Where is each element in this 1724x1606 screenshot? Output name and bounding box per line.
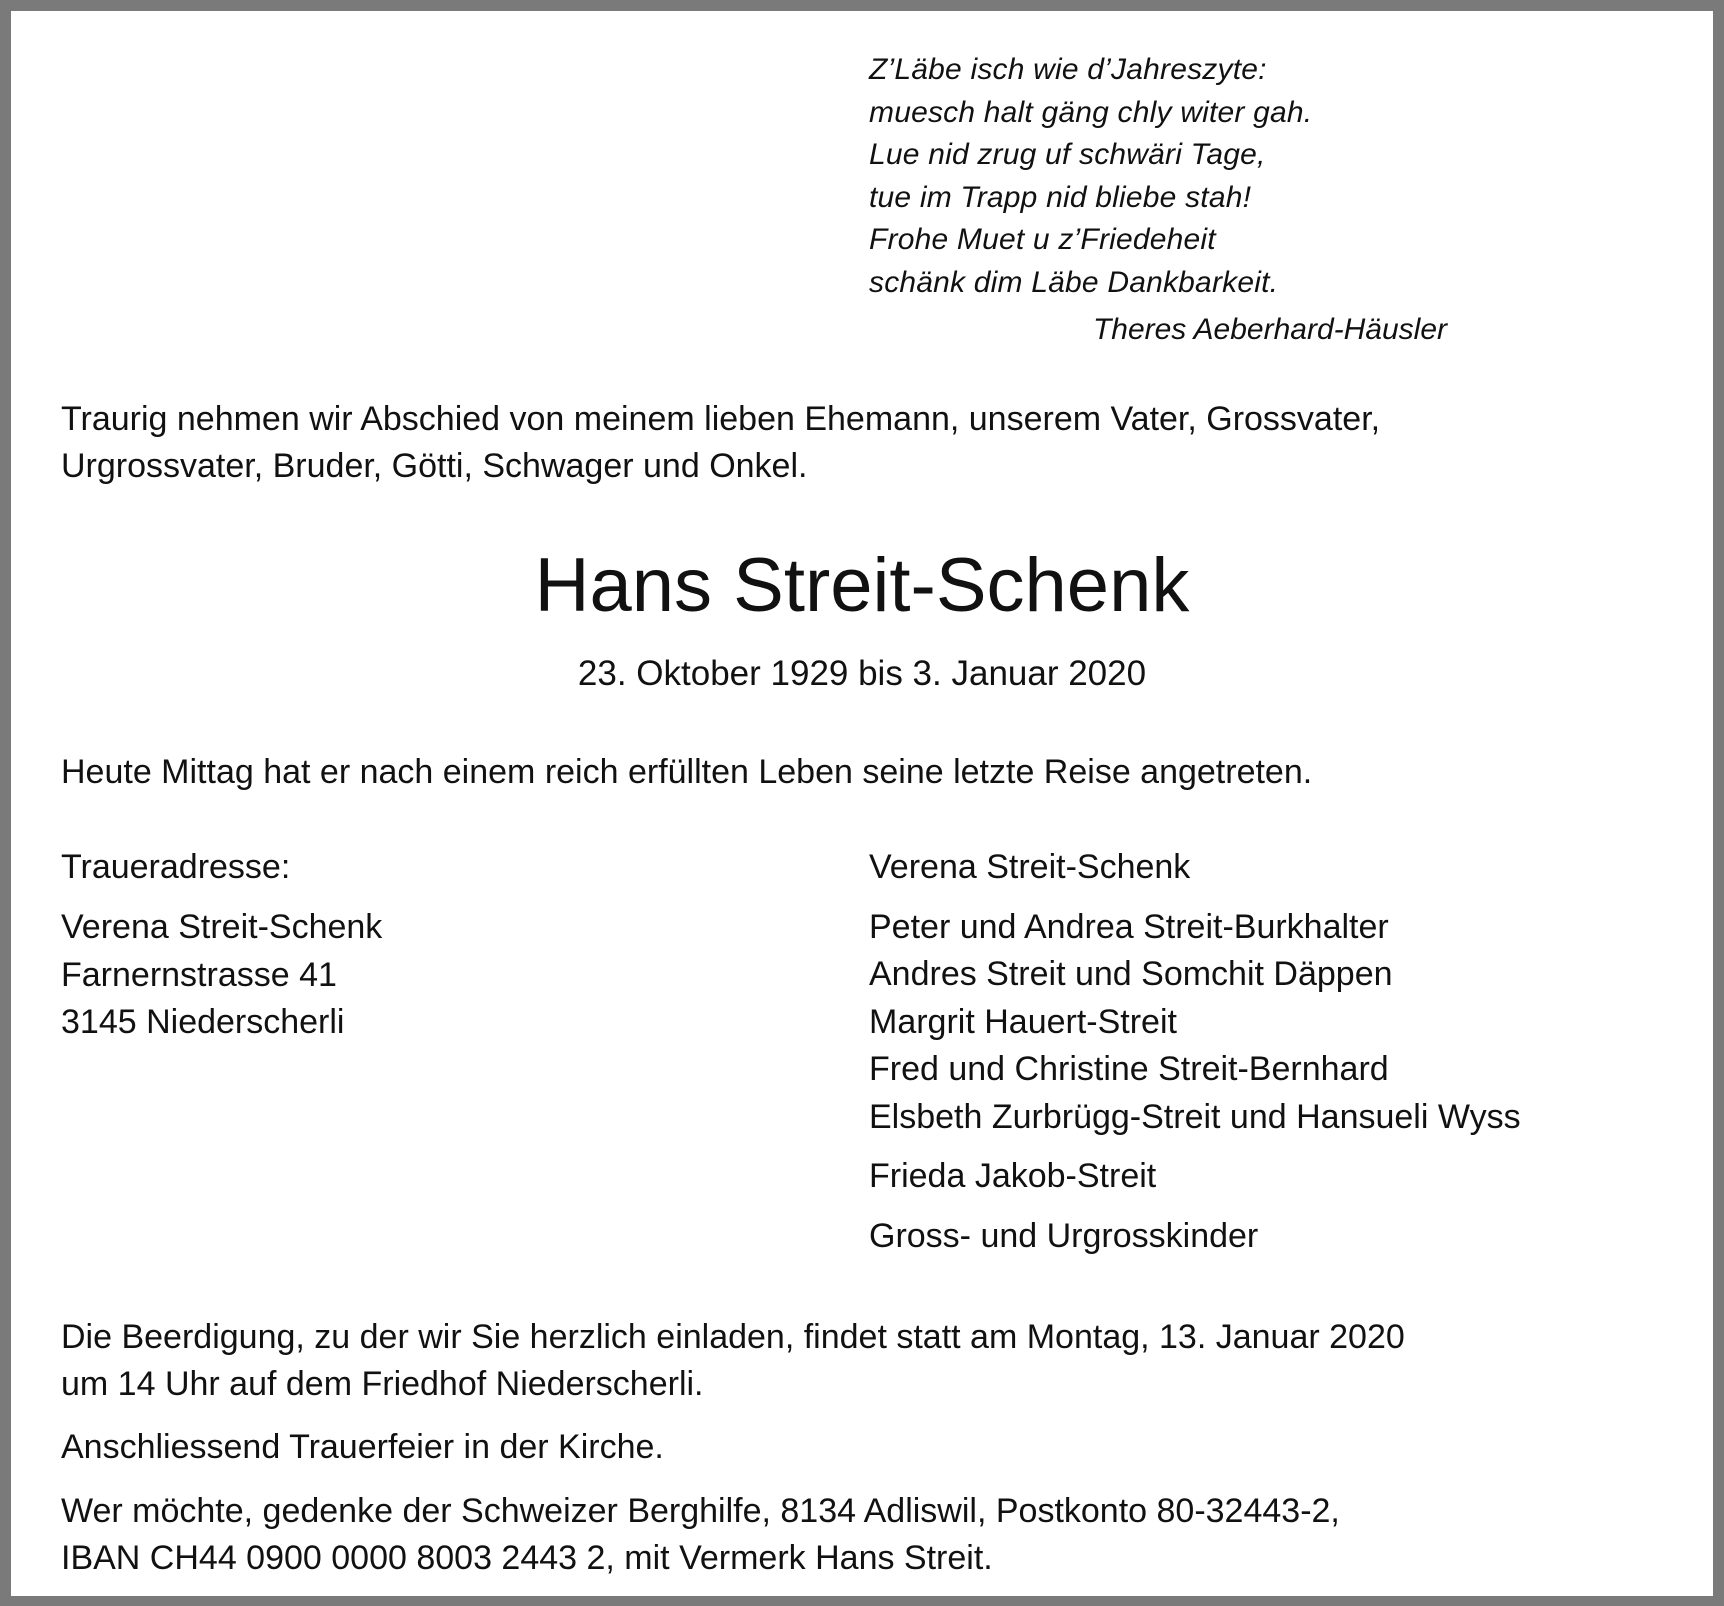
life-dates: 23. Oktober 1929 bis 3. Januar 2020 [577,654,1147,693]
poem-author: Theres Aeberhard-Häusler [1092,313,1447,346]
today-text: Heute Mittag hat er nach einem reich erfüllten Leben seine letzte Reise angetreten. [61,753,1313,791]
mourner-family: Peter und Andrea Streit-Burkhalter [869,907,1389,946]
intro-line: Traurig nehmen wir Abschied von meinem lieben Ehemann, unserem Vater, Grossvater, [61,400,1381,438]
funeral-line: um 14 Uhr auf dem Friedhof Niederscherli. [61,1365,704,1403]
mourner-family: Margrit Hauert-Streit [869,1002,1177,1041]
mourner-grandchildren: Gross- und Urgrosskinder [869,1216,1259,1255]
funeral-line: Die Beerdigung, zu der wir Sie herzlich einladen, findet statt am Montag, 13. Januar 2020 [61,1318,1405,1356]
mourners-list [869,844,1521,1260]
mourner-family: Elsbeth Zurbrügg-Streit und Hansueli Wyss [869,1097,1521,1136]
deceased-name: Hans Streit-Schenk [534,543,1190,628]
poem-line: Frohe Muet u z’Friedeheit [869,223,1216,256]
donation-line: Wer möchte, gedenke der Schweizer Berghilfe, 8134 Adliswil, Postkonto 80-32443-2, [61,1492,1340,1530]
intro-text [61,396,1380,490]
memorial-service-text: Anschliessend Trauerfeier in der Kirche. [61,1428,664,1466]
address-label: Traueradresse: [61,848,291,886]
donation-line: IBAN CH44 0900 0000 8003 2443 2, mit Vermerk Hans Streit. [61,1539,993,1577]
poem-line: Lue nid zrug uf schwäri Tage, [869,138,1266,171]
mourner-sibling: Frieda Jakob-Streit [869,1157,1157,1195]
donation-info [61,1488,1340,1582]
poem-line: tue im Trapp nid bliebe stah! [869,180,1252,214]
poem [869,49,1312,304]
poem-line: muesch halt gäng chly witer gah. [869,95,1313,129]
intro-line: Urgrossvater, Bruder, Götti, Schwager und Onkel. [61,447,808,485]
poem-line: schänk dim Läbe Dankbarkeit. [869,265,1279,299]
address-line: 3145 Niederscherli [61,1003,345,1041]
address-line: Verena Streit-Schenk [61,908,383,946]
mourner-family: Fred und Christine Streit-Bernhard [869,1050,1389,1088]
address-line: Farnernstrasse 41 [61,955,337,994]
funeral-info [61,1314,1405,1408]
obituary-notice [11,11,1713,1596]
mourner-family: Andres Streit und Somchit Däppen [869,955,1393,993]
mourner-spouse: Verena Streit-Schenk [869,848,1191,886]
mourning-address [61,904,382,1047]
poem-line: Z’Läbe isch wie d’Jahreszyte: [869,53,1267,86]
